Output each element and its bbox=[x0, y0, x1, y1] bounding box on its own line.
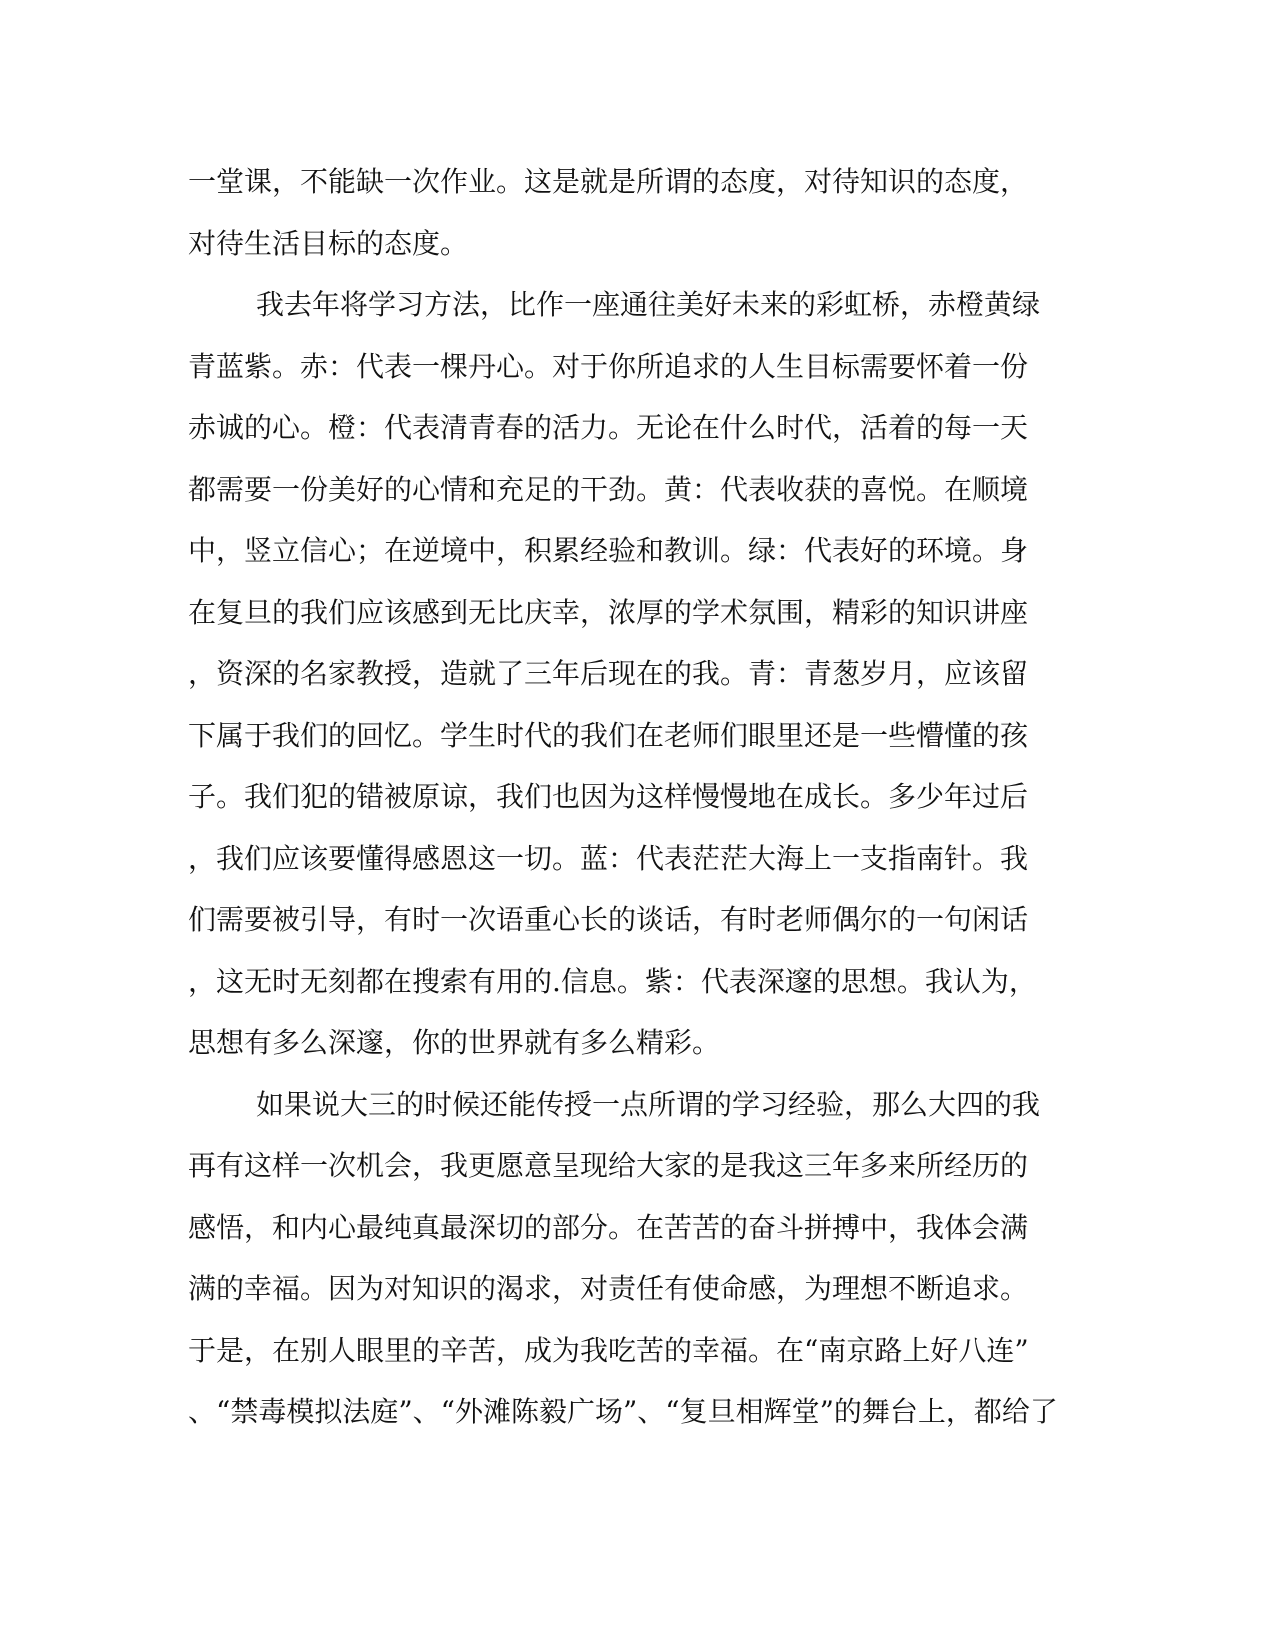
text-line: 在复旦的我们应该感到无比庆幸，浓厚的学术氛围，精彩的知识讲座 bbox=[188, 595, 1029, 629]
text-line: 再有这样一次机会，我更愿意呈现给大家的是我这三年多来所经历的 bbox=[188, 1149, 1029, 1182]
text-line: 们需要被引导，有时一次语重心长的谈话，有时老师偶尔的一句闲话 bbox=[188, 903, 1029, 936]
text-line: 子。我们犯的错被原谅，我们也因为这样慢慢地在成长。多少年过后 bbox=[188, 780, 1029, 813]
text-line: 都需要一份美好的心情和充足的干劲。黄：代表收获的喜悦。在顺境 bbox=[188, 472, 1029, 506]
text-line: 赤诚的心。橙：代表清青春的活力。无论在什么时代，活着的每一天 bbox=[188, 411, 1029, 444]
text-line: 于是，在别人眼里的辛苦，成为我吃苦的幸福。在“南京路上好八连” bbox=[188, 1333, 1029, 1367]
text-line: 、“禁毒模拟法庭”、“外滩陈毅广场”、“复旦相辉堂”的舞台上，都给了 bbox=[188, 1395, 1058, 1428]
text-line: 下属于我们的回忆。学生时代的我们在老师们眼里还是一些懵懂的孩 bbox=[188, 718, 1029, 752]
text-line: 满的幸福。因为对知识的渴求，对责任有使命感，为理想不断追求。 bbox=[188, 1272, 1029, 1305]
paragraph-start-line: 如果说大三的时候还能传授一点所谓的学习经验，那么大四的我 bbox=[256, 1087, 1041, 1121]
text-line: 思想有多么深邃，你的世界就有多么精彩。 bbox=[188, 1026, 721, 1059]
text-line: ，资深的名家教授，造就了三年后现在的我。青：青葱岁月，应该留 bbox=[188, 657, 1029, 690]
text-line: 感悟，和内心最纯真最深切的部分。在苦苦的奋斗拼搏中，我体会满 bbox=[188, 1210, 1029, 1244]
text-line: 青蓝紫。赤：代表一棵丹心。对于你所追求的人生目标需要怀着一份 bbox=[188, 349, 1029, 383]
text-line: 中，竖立信心；在逆境中，积累经验和教训。绿：代表好的环境。身 bbox=[188, 534, 1029, 567]
text-line: 对待生活目标的态度。 bbox=[188, 226, 469, 260]
text-line: ，这无时无刻都在搜索有用的.信息。紫：代表深邃的思想。我认为， bbox=[188, 964, 1037, 998]
body-text bbox=[188, 162, 1068, 1454]
text-line: 一堂课，不能缺一次作业。这是就是所谓的态度，对待知识的态度， bbox=[188, 165, 1029, 198]
paragraph-start-line: 我去年将学习方法，比作一座通往美好未来的彩虹桥，赤橙黄绿 bbox=[256, 288, 1041, 321]
text-line: ，我们应该要懂得感恩这一切。蓝：代表茫茫大海上一支指南针。我 bbox=[188, 841, 1029, 875]
